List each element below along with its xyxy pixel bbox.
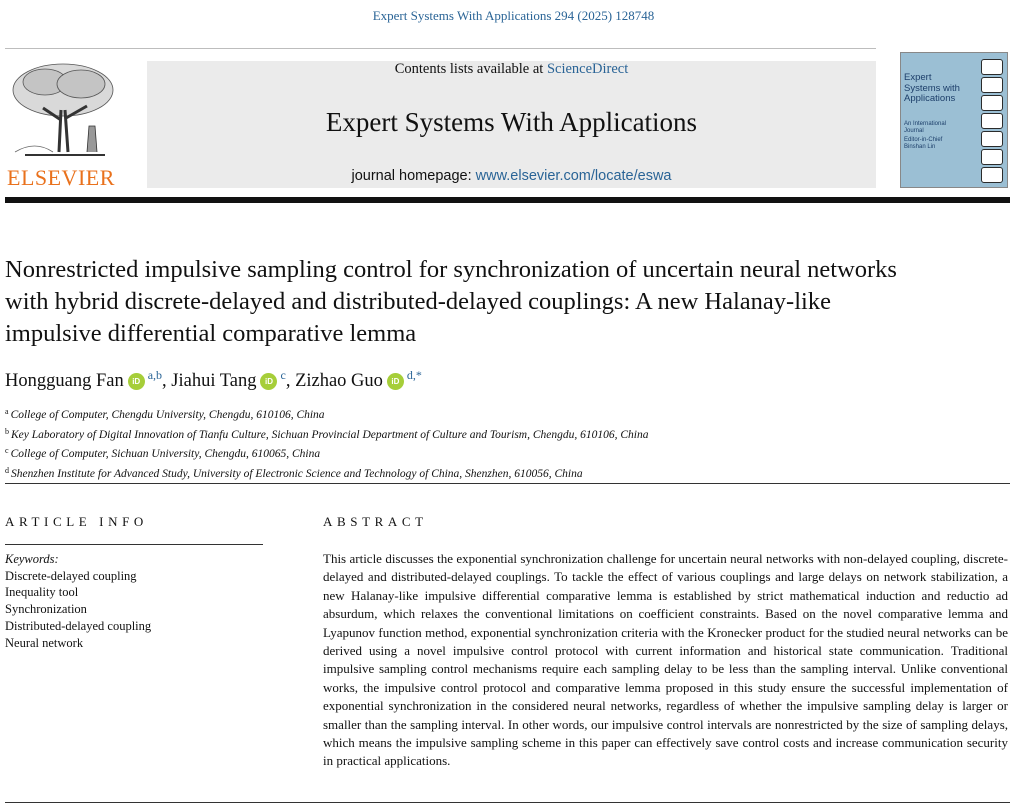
keyword-item: Inequality tool [5,585,79,600]
keyword-item: Synchronization [5,602,87,617]
orcid-icon[interactable]: iD [128,373,145,390]
homepage-prefix: journal homepage: [351,168,476,184]
cover-title: Expert Systems with Applications [904,72,960,104]
cover-icon [981,59,1003,75]
cover-icon [981,149,1003,165]
cover-icon [981,77,1003,93]
author-list [5,368,422,392]
affiliation-item [5,463,649,483]
cover-icon [981,167,1003,183]
keyword-item: Discrete-delayed coupling [5,568,137,583]
affiliation-item [5,404,649,424]
cover-subtitle-text: An International Journal [904,121,947,134]
article-info-divider [5,544,263,545]
contents-line [147,61,876,78]
elsevier-wordmark: ELSEVIER [7,165,115,190]
bottom-divider [5,802,1010,803]
author-separator: , [162,371,172,391]
affiliation-text: Shenzhen Institute for Advanced Study, University of Electronic Science and Technology of China, Shenzhen, 610056, China [11,468,583,481]
journal-cover-thumbnail[interactable] [900,52,1008,188]
affiliation-marker: a [5,407,9,416]
cover-icon [981,95,1003,111]
journal-homepage-link[interactable]: www.elsevier.com/locate/eswa [475,168,672,184]
orcid-icon[interactable]: iD [260,373,277,390]
elsevier-logo[interactable] [5,60,123,190]
journal-reference[interactable]: Expert Systems With Applications 294 (2025) 128748 [372,8,655,23]
affiliation-marker: c [5,446,9,456]
journal-title: Expert Systems With Applications [325,107,698,137]
keyword-item: Distributed-delayed coupling [5,618,152,633]
header-divider [5,197,1010,203]
abstract-text: This article discusses the exponential synchronization challenge for uncertain neural networks with non-delayed coupling, discrete-delayed and distributed-delayed couplings. To tackle the effect of various couplings and large delays on network stabilization, a new Halanay-like impulsive differential comparative lemma is established by strict mathematical induction and reductio ad absurdum, which relaxes the conventional limitations on coefficient constraints. Based on the novel comparative lemma and Lyapunov function method, exponential synchronization criteria with the Kronecker product for the studied neural networks can be derived using a novel impulsive control protocol with current information and historical state communication. Traditional impulsive sampling control mechanisms require each sampling delay to be less than the sampling interval. Unlike conventional works, the impulsive control protocol and comparative lemma proposed in this study ensure the successful implementation of exponential synchronization in the considered neural networks, regardless of whether the impulsive sampling delay is larger or smaller than the sampling interval. In other words, our impulsive control intervals are nonrestricted by the size of sampling delays, which means the impulsive sampling scheme in this paper can effectively save control costs and increase communication security in practical applications. [323,551,1008,769]
author-name[interactable]: Hongguang Fan [5,371,124,391]
abstract-heading: ABSTRACT [323,514,428,529]
section-divider [5,483,1010,484]
elsevier-tree-icon [5,60,123,160]
sciencedirect-link[interactable]: ScienceDirect [546,61,629,77]
author-name[interactable]: Zizhao Guo [295,371,383,391]
author-separator: , [285,371,296,391]
keywords-block [5,551,151,651]
paper-title: Nonrestricted impulsive sampling control for synchronization of uncertain neural networks with hybrid discrete-delayed and distributed-delayed couplings: A new Halanay-like impulsive differential comparative lemma [5,256,897,347]
cover-icon-column [980,57,1004,185]
affiliation-marker: d [5,466,9,476]
cover-editor-text: Editor-in-Chief Binshan Lin [904,137,943,150]
affiliation-marker: b [5,426,9,436]
keywords-label: Keywords: [5,552,59,566]
affiliation-text: Key Laboratory of Digital Innovation of Tianfu Culture, Sichuan Provincial Department of Culture and Tourism, Chengdu, 610106, China [11,428,649,441]
affiliation-text: College of Computer, Sichuan University, Chengdu, 610065, China [10,448,321,461]
cover-icon [981,131,1003,147]
article-info-heading: ARTICLE INFO [5,514,148,529]
affiliation-text: College of Computer, Chengdu University, Chengdu, 610106, China [10,409,325,421]
cover-subtitle [904,121,964,150]
affiliation-item [5,424,649,444]
journal-masthead [147,61,876,188]
keyword-item: Neural network [5,635,84,650]
affiliations [5,404,649,483]
cover-icon [981,113,1003,129]
orcid-icon[interactable]: iD [387,373,404,390]
contents-prefix: Contents lists available at [394,61,547,77]
affiliation-item [5,443,649,463]
author-affiliation-marker[interactable]: d,* [406,368,422,382]
homepage-line [147,168,876,184]
author-affiliation-marker[interactable]: a,b [147,368,163,382]
top-divider [5,48,876,49]
author-affiliation-marker[interactable]: c [280,368,286,382]
author-name[interactable]: Jiahui Tang [171,371,257,391]
